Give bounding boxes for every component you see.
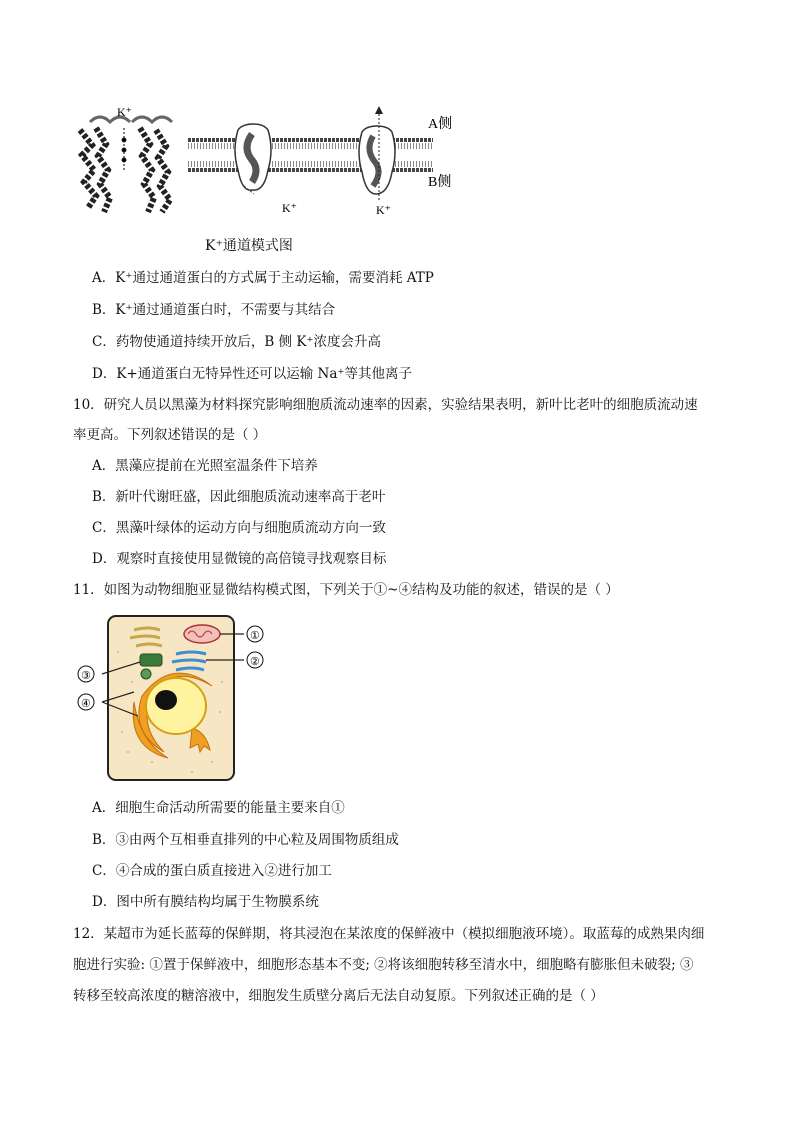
- q10-stem-line1: 10．研究人员以黑藻为材料探究影响细胞质流动速率的因素，实验结果表明，新叶比老叶的细胞质流动速: [73, 397, 698, 413]
- q9-option-a: A．K⁺通过通道蛋白的方式属于主动运输，需要消耗 ATP: [92, 270, 434, 286]
- figure-caption: K⁺通道模式图: [205, 238, 293, 254]
- k-ion-label-open: K⁺: [376, 203, 391, 217]
- k-channel-diagram: [70, 100, 470, 230]
- q9-option-d: D．K+通道蛋白无特异性还可以运输 Na⁺等其他离子: [92, 366, 412, 382]
- lipid-bilayer: [188, 138, 433, 172]
- q10-option-c: C．黑藻叶绿体的运动方向与细胞质流动方向一致: [92, 520, 386, 536]
- side-b-label: B侧: [428, 175, 452, 190]
- label-1: ①: [250, 630, 260, 642]
- q11-option-b: B．③由两个互相垂直排列的中心粒及周围物质组成: [92, 832, 399, 848]
- mitochondrion: [184, 625, 220, 643]
- q10-stem-line2: 率更高。下列叙述错误的是（ ）: [73, 427, 267, 443]
- k-ion-label-closed: K⁺: [282, 201, 297, 215]
- label-2: ②: [250, 656, 260, 668]
- q11-option-a: A．细胞生命活动所需要的能量主要来自①: [92, 800, 345, 816]
- animal-cell-diagram: [72, 612, 272, 784]
- open-channel-protein: [359, 106, 395, 200]
- label-4: ④: [81, 698, 91, 710]
- q9-option-c: C．药物使通道持续开放后，B 侧 K⁺浓度会升高: [92, 334, 382, 350]
- side-a-label: A侧: [428, 117, 453, 132]
- q12-stem-line2: 胞进行实验: ①置于保鲜液中，细胞形态基本不变; ②将该细胞转移至清水中，细胞略有膨胀但未破裂; ③: [73, 957, 694, 973]
- animal-cell-figure: [72, 612, 272, 784]
- k-ion-label-top: K⁺: [117, 105, 132, 119]
- q12-stem-line3: 转移至较高浓度的糖溶液中，细胞发生质壁分离后无法自动复原。下列叙述正确的是（ ）: [73, 988, 604, 1004]
- q11-stem: 11．如图为动物细胞亚显微结构模式图，下列关于①~④结构及功能的叙述，错误的是（ ）: [73, 582, 619, 598]
- q10-option-d: D．观察时直接使用显微镜的高倍镜寻找观察目标: [92, 551, 387, 567]
- closed-channel-protein: [235, 124, 271, 194]
- label-3: ③: [81, 670, 91, 682]
- q9-option-b: B．K⁺通过通道蛋白时，不需要与其结合: [92, 302, 336, 318]
- k-channel-figure: [70, 100, 470, 230]
- q10-option-b: B．新叶代谢旺盛，因此细胞质流动速率高于老叶: [92, 489, 386, 505]
- nucleus: [146, 678, 206, 734]
- q10-option-a: A．黑藻应提前在光照室温条件下培养: [92, 458, 318, 474]
- q12-stem-line1: 12．某超市为延长蓝莓的保鲜期，将其浸泡在某浓度的保鲜液中（模拟细胞液环境）。取蓝莓的成熟果肉细: [73, 926, 705, 942]
- q11-option-c: C．④合成的蛋白质直接进入②进行加工: [92, 863, 332, 879]
- q11-option-d: D．图中所有膜结构均属于生物膜系统: [92, 894, 319, 910]
- channel-protein-structure: [80, 117, 172, 212]
